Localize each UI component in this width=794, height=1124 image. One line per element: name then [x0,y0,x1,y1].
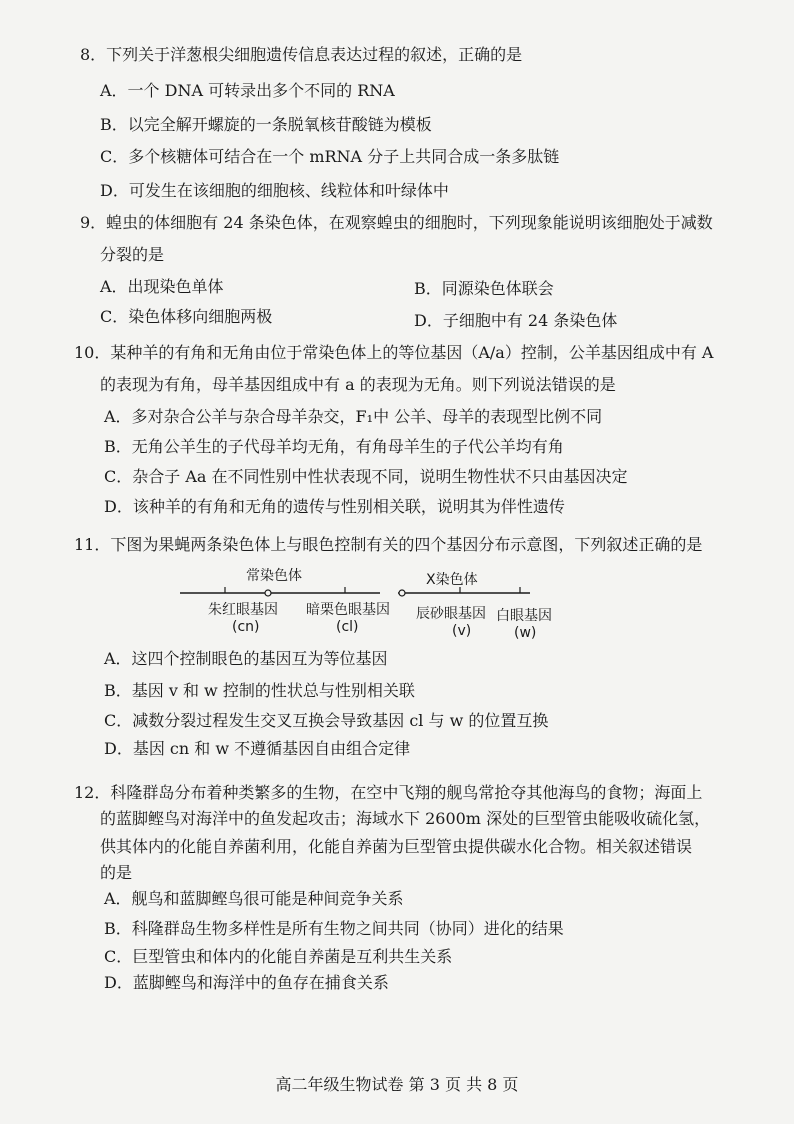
chromosome-diagram [170,565,570,645]
q11-option-d: D．基因 cn 和 w 不遵循基因自由组合定律 [104,739,411,758]
q12-option-a: A．舰鸟和蓝脚鲣鸟很可能是种间竞争关系 [104,889,404,908]
q12-stem-line3: 供其体内的化能自养菌利用，化能自养菌为巨型管虫提供碳水化合物。相关叙述错误 [100,837,693,856]
q9-stem-line2: 分裂的是 [100,245,165,264]
gene-v-label: 辰砂眼基因 [416,606,486,622]
q8-option-a: A．一个 DNA 可转录出多个不同的 RNA [100,81,395,100]
x-chromosome-label: X染色体 [426,572,478,588]
gene-cl-label: 暗栗色眼基因 [306,602,390,618]
q10-option-a: A．多对杂合公羊与杂合母羊杂交，F₁中 公羊、母羊的表现型比例不同 [104,407,603,426]
q8-option-c: C．多个核糖体可结合在一个 mRNA 分子上共同合成一条多肽链 [100,147,560,166]
q12-stem-line1: 12．科隆群岛分布着种类繁多的生物，在空中飞翔的舰鸟常抢夺其他海鸟的食物；海面上 [74,783,703,802]
q9-option-c: C．染色体移向细胞两极 [100,307,273,326]
gene-cn-label: 朱红眼基因 [208,602,278,618]
q10-option-b: B．无角公羊生的子代母羊均无角，有角母羊生的子代公羊均有角 [104,437,564,456]
gene-cn-symbol: (cn) [232,619,260,635]
q11-option-a: A．这四个控制眼色的基因互为等位基因 [104,649,388,668]
q9-option-b: B．同源染色体联会 [414,279,554,298]
q10-stem-line1: 10．某种羊的有角和无角由位于常染色体上的等位基因（A/a）控制，公羊基因组成中有 A [74,343,714,362]
q12-option-c: C．巨型管虫和体内的化能自养菌是互利共生关系 [104,947,453,966]
q11-stem: 11．下图为果蝇两条染色体上与眼色控制有关的四个基因分布示意图，下列叙述正确的是 [74,535,703,554]
gene-cl-symbol: (cl) [336,619,359,635]
q12-stem-line4: 的是 [100,863,133,882]
q10-option-c: C．杂合子 Aa 在不同性别中性状表现不同，说明生物性状不只由基因决定 [104,467,628,486]
q9-option-d: D．子细胞中有 24 条染色体 [414,311,618,330]
q8-stem: 8．下列关于洋葱根尖细胞遗传信息表达过程的叙述，正确的是 [80,45,523,64]
gene-w-symbol: (w) [514,625,537,641]
x-centromere [399,590,405,596]
gene-w-label: 白眼基因 [496,608,552,624]
q8-option-d: D．可发生在该细胞的细胞核、线粒体和叶绿体中 [100,181,449,200]
q12-option-d: D．蓝脚鲣鸟和海洋中的鱼存在捕食关系 [104,973,389,992]
autosome-label: 常染色体 [246,568,302,584]
q11-option-b: B．基因 v 和 w 控制的性状总与性别相关联 [104,681,415,700]
q10-stem-line2: 的表现为有角，母羊基因组成中有 a 的表现为无角。则下列说法错误的是 [100,375,616,394]
q10-option-d: D．该种羊的有角和无角的遗传与性别相关联，说明其为伴性遗传 [104,497,565,516]
page-footer: 高二年级生物试卷 第 3 页 共 8 页 [275,1075,519,1094]
q8-option-b: B．以完全解开螺旋的一条脱氧核苷酸链为模板 [100,115,432,134]
q11-option-c: C．减数分裂过程发生交叉互换会导致基因 cl 与 w 的位置互换 [104,711,549,730]
q12-stem-line2: 的蓝脚鲣鸟对海洋中的鱼发起攻击；海域水下 2600m 深处的巨型管虫能吸收硫化氢， [100,809,711,828]
autosome-centromere [265,590,271,596]
q12-option-b: B．科隆群岛生物多样性是所有生物之间共同（协同）进化的结果 [104,919,564,938]
q9-option-a: A．出现染色单体 [100,277,224,296]
q9-stem-line1: 9．蝗虫的体细胞有 24 条染色体，在观察蝗虫的细胞时，下列现象能说明该细胞处于减数 [80,213,713,232]
gene-v-symbol: (v) [452,623,472,639]
